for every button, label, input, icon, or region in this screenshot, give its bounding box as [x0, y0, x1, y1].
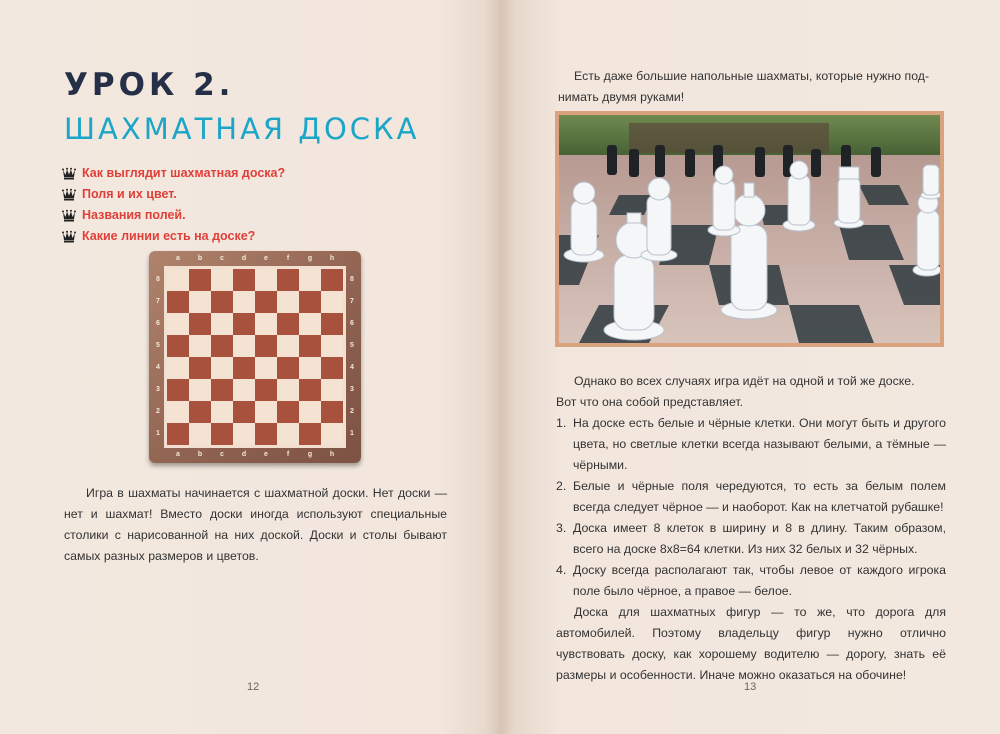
lead-line-2: Вот что она собой представляет.	[556, 395, 744, 409]
topic-item	[62, 162, 285, 183]
board-facts-list	[556, 413, 946, 602]
lesson-topics-list	[62, 162, 285, 246]
board-square-d2	[233, 401, 255, 423]
board-square-b2	[189, 401, 211, 423]
rank-label: 6	[350, 320, 354, 327]
board-square-c5	[211, 335, 233, 357]
board-square-b6	[189, 313, 211, 335]
rank-label: 7	[156, 298, 160, 305]
rank-label: 1	[350, 430, 354, 437]
rank-label: 7	[350, 298, 354, 305]
board-square-h3	[321, 379, 343, 401]
queen-icon	[62, 229, 76, 243]
rank-label: 2	[156, 408, 160, 415]
board-square-c4	[211, 357, 233, 379]
board-square-d7	[233, 291, 255, 313]
photo-intro-text	[558, 66, 948, 108]
board-square-c1	[211, 423, 233, 445]
board-square-e6	[255, 313, 277, 335]
rank-labels-right	[346, 269, 358, 445]
file-label: g	[307, 451, 313, 458]
file-label: b	[197, 451, 203, 458]
board-square-d8	[233, 269, 255, 291]
page-number-right: 13	[744, 681, 757, 693]
file-label: b	[197, 255, 203, 262]
board-square-a4	[167, 357, 189, 379]
board-square-b1	[189, 423, 211, 445]
board-square-h8	[321, 269, 343, 291]
photo-intro-line-2: нимать двумя руками!	[558, 90, 685, 104]
fact-item	[556, 560, 946, 602]
topic-text: Поля и их цвет.	[82, 186, 177, 201]
chessboard-illustration	[149, 251, 361, 463]
chessboard-squares	[167, 269, 343, 445]
rank-label: 8	[156, 276, 160, 283]
fact-item	[556, 476, 946, 518]
fact-item	[556, 518, 946, 560]
board-square-b5	[189, 335, 211, 357]
queen-icon	[62, 187, 76, 201]
file-label: a	[176, 451, 180, 458]
rank-label: 1	[156, 430, 160, 437]
board-square-d3	[233, 379, 255, 401]
board-square-c6	[211, 313, 233, 335]
board-square-c7	[211, 291, 233, 313]
board-square-d6	[233, 313, 255, 335]
rank-label: 4	[350, 364, 354, 371]
photo-intro-line-1: Есть даже большие напольные шахматы, которые нужно под-	[574, 69, 930, 83]
board-square-e7	[255, 291, 277, 313]
lesson-number: УРОК 2.	[64, 67, 235, 103]
fact-number: 2.	[556, 479, 567, 493]
fact-item	[556, 413, 946, 476]
board-square-f1	[277, 423, 299, 445]
lesson-title: ШАХМАТНАЯ ДОСКА	[64, 112, 420, 146]
board-square-d5	[233, 335, 255, 357]
topic-text: Какие линии есть на доске?	[82, 228, 256, 243]
photo-icon	[559, 115, 940, 343]
board-square-g1	[299, 423, 321, 445]
board-square-b3	[189, 379, 211, 401]
board-square-e2	[255, 401, 277, 423]
rank-label: 2	[350, 408, 354, 415]
file-labels-top	[167, 254, 343, 264]
file-label: d	[241, 255, 247, 262]
fact-number: 1.	[556, 416, 567, 430]
board-square-a5	[167, 335, 189, 357]
board-square-h2	[321, 401, 343, 423]
board-square-d4	[233, 357, 255, 379]
file-label: g	[307, 255, 313, 262]
board-square-b4	[189, 357, 211, 379]
file-label: f	[286, 451, 290, 458]
board-square-g8	[299, 269, 321, 291]
board-square-a1	[167, 423, 189, 445]
fact-text: Доска имеет 8 клеток в ширину и 8 в длину. Таким образом, всего на доске 8х8=64 клетки. Из них 32 белых и 32 чёрных.	[573, 521, 946, 556]
board-square-f8	[277, 269, 299, 291]
queen-icon	[62, 208, 76, 222]
file-label: e	[264, 451, 268, 458]
board-square-e3	[255, 379, 277, 401]
rank-label: 3	[156, 386, 160, 393]
file-labels-bottom	[167, 450, 343, 460]
topic-item	[62, 225, 285, 246]
topic-text: Как выглядит шахматная доска?	[82, 165, 286, 180]
closing-paragraph: Доска для шахматных фигур — то же, что дорога для автомобилей. Поэтому владельцу фигур нужно отлично чувствовать доску, как хорошему водителю — дорогу, знать её размеры и особенности. Иначе можно оказаться на обочине!	[556, 605, 946, 682]
board-square-e8	[255, 269, 277, 291]
board-square-a8	[167, 269, 189, 291]
board-square-f2	[277, 401, 299, 423]
board-square-f7	[277, 291, 299, 313]
board-square-b7	[189, 291, 211, 313]
file-label: h	[329, 255, 335, 262]
board-square-h1	[321, 423, 343, 445]
file-label: e	[264, 255, 268, 262]
topic-item	[62, 204, 285, 225]
board-description	[556, 371, 946, 686]
board-square-g2	[299, 401, 321, 423]
board-square-g7	[299, 291, 321, 313]
board-square-c3	[211, 379, 233, 401]
file-label: d	[241, 451, 247, 458]
board-square-b8	[189, 269, 211, 291]
page-number-left: 12	[247, 681, 260, 693]
fact-text: На доске есть белые и чёрные клетки. Они могут быть и другого цвета, но светлые клетки всегда называют белыми, а тёмные — чёрными.	[573, 416, 946, 472]
board-square-h6	[321, 313, 343, 335]
queen-icon	[62, 166, 76, 180]
board-square-f5	[277, 335, 299, 357]
board-square-h4	[321, 357, 343, 379]
file-label: f	[286, 255, 290, 262]
file-label: a	[176, 255, 180, 262]
board-square-f3	[277, 379, 299, 401]
board-square-g3	[299, 379, 321, 401]
giant-chess-photo	[555, 111, 944, 347]
rank-labels-left	[152, 269, 164, 445]
board-square-f4	[277, 357, 299, 379]
board-square-a3	[167, 379, 189, 401]
board-square-a6	[167, 313, 189, 335]
fact-text: Белые и чёрные поля чередуются, то есть за белым полем всегда следует чёрное — и наоборот. Как на клетчатой рубашке!	[573, 479, 946, 514]
board-square-e5	[255, 335, 277, 357]
file-label: c	[220, 451, 224, 458]
file-label: c	[220, 255, 224, 262]
rank-label: 5	[156, 342, 160, 349]
lead-line-1: Однако во всех случаях игра идёт на одной и той же доске.	[574, 374, 915, 388]
fact-number: 3.	[556, 521, 567, 535]
board-square-e1	[255, 423, 277, 445]
rank-label: 4	[156, 364, 160, 371]
rank-label: 3	[350, 386, 354, 393]
rank-label: 5	[350, 342, 354, 349]
board-square-g4	[299, 357, 321, 379]
board-square-c2	[211, 401, 233, 423]
fact-text: Доску всегда располагают так, чтобы левое от каждого игрока поле было чёрное, а правое — белое.	[573, 563, 946, 598]
board-square-e4	[255, 357, 277, 379]
rank-label: 8	[350, 276, 354, 283]
fact-number: 4.	[556, 563, 567, 577]
board-square-c8	[211, 269, 233, 291]
board-square-a7	[167, 291, 189, 313]
board-square-d1	[233, 423, 255, 445]
intro-paragraph: Игра в шахматы начинается с шахматной доски. Нет доски — нет и шахмат! Вместо доски иногда используют специальные столики с нарисованной на них доской. Доски и столы бывают самых разных размеров и цветов.	[64, 486, 447, 563]
board-square-f6	[277, 313, 299, 335]
topic-text: Названия полей.	[82, 207, 186, 222]
board-square-g6	[299, 313, 321, 335]
rank-label: 6	[156, 320, 160, 327]
file-label: h	[329, 451, 335, 458]
board-square-h7	[321, 291, 343, 313]
topic-item	[62, 183, 285, 204]
board-square-h5	[321, 335, 343, 357]
board-square-g5	[299, 335, 321, 357]
board-square-a2	[167, 401, 189, 423]
